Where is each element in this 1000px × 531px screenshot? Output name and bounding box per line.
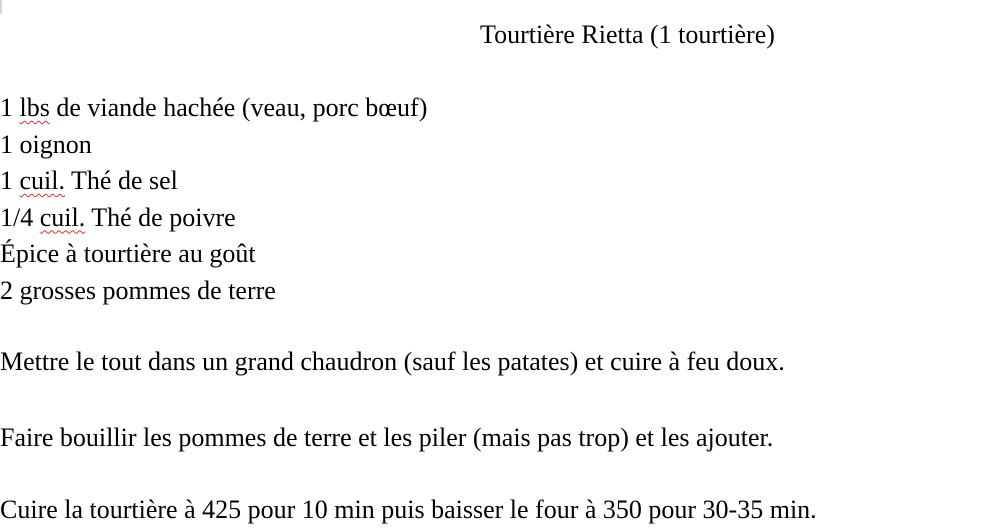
- ingredient-qty: 1: [0, 93, 20, 122]
- ingredient-text: Thé de poivre: [85, 202, 236, 232]
- recipe-title: Tourtière Rietta (1 tourtière): [480, 20, 775, 49]
- ingredient-list: [0, 90, 427, 309]
- ingredient-line: [0, 127, 427, 164]
- ingredient-text: 1 oignon: [0, 129, 92, 159]
- ingredient-qty: 1/4: [0, 202, 40, 232]
- instruction-paragraph: Faire bouillir les pommes de terre et les piler (mais pas trop) et les ajouter.: [0, 423, 774, 452]
- misspelled-word[interactable]: lbs: [19, 93, 50, 122]
- ingredient-text: 2 grosses pommes de terre: [0, 275, 276, 305]
- ingredient-text: Thé de sel: [65, 166, 178, 195]
- instruction-paragraph: Mettre le tout dans un grand chaudron (sauf les patates) et cuire à feu doux.: [0, 347, 785, 376]
- misspelled-word[interactable]: cuil.: [39, 202, 86, 232]
- ingredient-qty: 1: [0, 166, 20, 195]
- ingredient-line: [0, 273, 427, 310]
- ingredient-text: Épice à tourtière au goût: [0, 239, 256, 268]
- misspelled-word[interactable]: cuil.: [19, 166, 65, 195]
- ingredient-line: [0, 200, 427, 237]
- ingredient-line: [0, 90, 427, 127]
- ingredient-text: de viande hachée (veau, porc bœuf): [49, 93, 428, 122]
- instruction-paragraph: Cuire la tourtière à 425 pour 10 min puis baisser le four à 350 pour 30-35 min.: [0, 495, 817, 524]
- ingredient-line: [0, 163, 427, 200]
- ingredient-line: [0, 236, 427, 273]
